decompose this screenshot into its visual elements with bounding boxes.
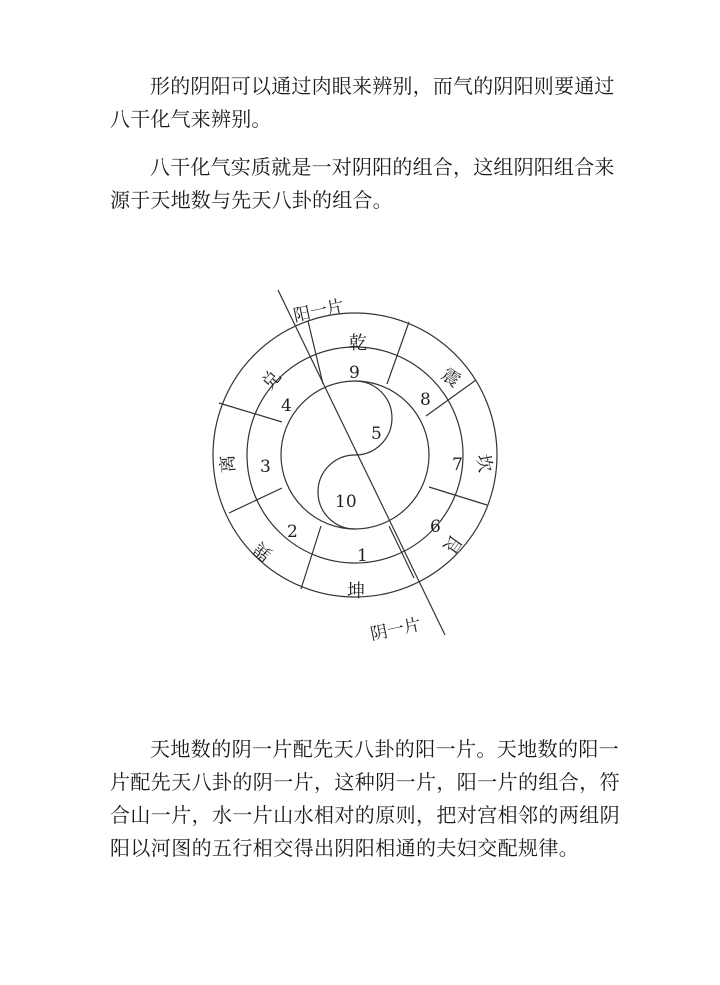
trigram-zhen: 震 <box>437 364 464 392</box>
number-8: 8 <box>420 390 431 410</box>
number-3: 3 <box>260 457 271 477</box>
paragraph-2: 八干化气实质就是一对阴阳的组合，这组阴阳组合来源于天地数与先天八卦的组合。 <box>110 155 615 212</box>
trigram-gen: 艮 <box>438 530 466 558</box>
number-6: 6 <box>430 517 441 537</box>
number-5: 5 <box>371 424 382 444</box>
number-2: 2 <box>287 522 298 542</box>
trigram-kan: 坎 <box>471 452 496 474</box>
number-4: 4 <box>281 396 292 416</box>
yin-yang-trigram-diagram <box>195 280 525 650</box>
number-7: 7 <box>452 455 463 475</box>
trigram-li: 离 <box>217 453 240 474</box>
number-10: 10 <box>335 492 357 512</box>
paragraph-1: 形的阴阳可以通过肉眼来辨别，而气的阴阳则要通过八干化气来辨别。 <box>110 74 615 131</box>
number-9: 9 <box>349 363 360 383</box>
label-yang-pian: 阳一片 <box>291 296 346 327</box>
label-yin-pian: 阴一片 <box>368 614 423 645</box>
paragraph-3: 天地数的阴一片配先天八卦的阳一片。天地数的阳一片配先天八卦的阴一片，这种阴一片，阳一片的组合，符合山一片，水一片山水相对的原则，把对宫相邻的两组阴阳以河图的五行相交得出阴阳相通的夫妇交配规律。 <box>110 737 620 860</box>
trigram-dui: 兑 <box>257 366 286 394</box>
number-1: 1 <box>357 546 368 566</box>
trigram-xun: 巽 <box>249 537 277 566</box>
trigram-kun: 坤 <box>347 581 365 602</box>
trigram-qian: 乾 <box>349 333 367 354</box>
